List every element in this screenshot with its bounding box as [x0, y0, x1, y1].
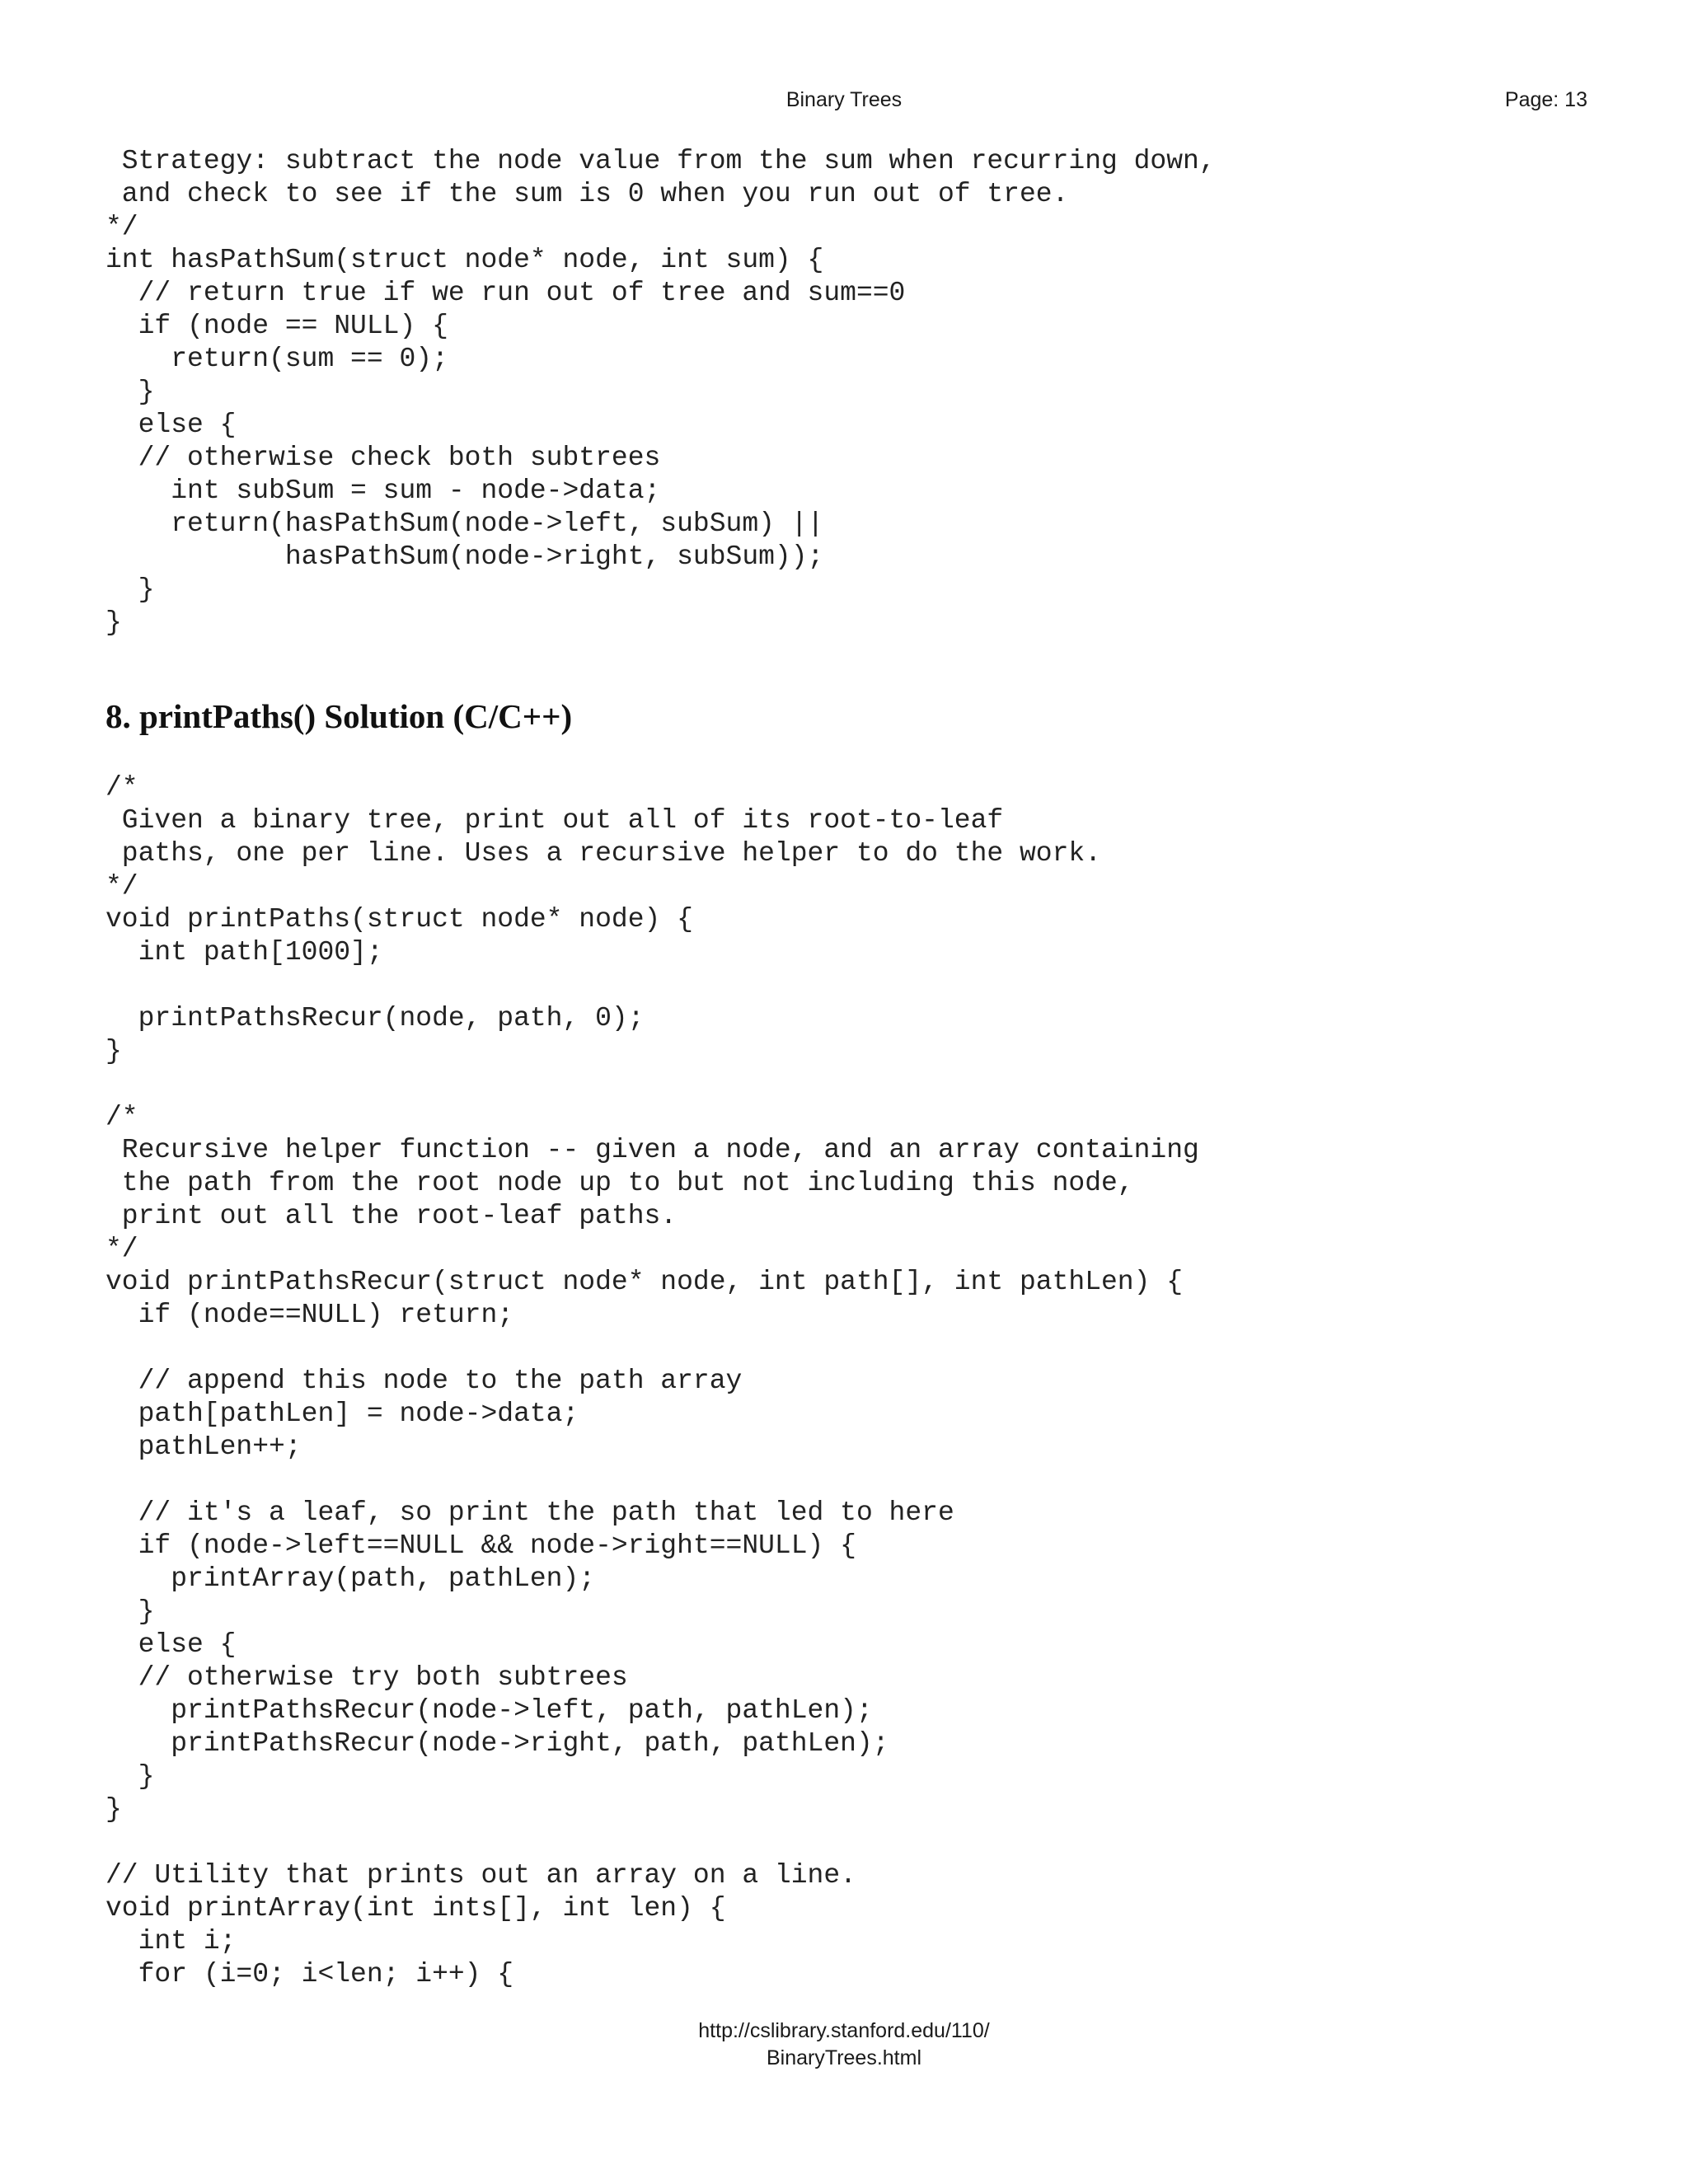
- page-number: Page: 13: [1504, 88, 1587, 111]
- code-block-print-paths: /* Given a binary tree, print out all of its root-to-leaf paths, one per line. Uses a recursive helper to do the work. */ void printPaths(struct node* node) { int path[1000]; printPathsRecur(node, path, 0); } /* Recursive helper function -- given a node, and an array containing the path from the root node up to but not including this node, print out all the root-leaf paths. */ void printPathsRecur(struct node* node, int path[], int pathLen) { if (node==NULL) return; // append this node to the path array path[pathLen] = node->data; pathLen++; // it's a leaf, so print the path that led to here if (node->left==NULL && node->right==NULL) { printArray(path, pathLen); } else { // otherwise try both subtrees printPathsRecur(node->left, path, pathLen); printPathsRecur(node->right, path, pathLen); } } // Utility that prints out an array on a line. void printArray(int ints[], int len) { int i; for (i=0; i<len; i++) {: [106, 772, 1199, 1990]
- page-header-title: Binary Trees: [785, 88, 903, 111]
- code-block-has-path-sum: Strategy: subtract the node value from the sum when recurring down, and check to see if the sum is 0 when you run out of tree. */ int hasPathSum(struct node* node, int sum) { // return true if we run out of tree and sum==0 if (node == NULL) { return(sum == 0); } else { // otherwise check both subtrees int subSum = sum - node->data; return(hasPathSum(node->left, subSum) || hasPathSum(node->right, subSum)); } }: [106, 146, 1216, 638]
- page-footer: [0, 2018, 1688, 2072]
- footer-url-line-1: http://cslibrary.stanford.edu/110/: [698, 2019, 990, 2042]
- footer-url-line-2: BinaryTrees.html: [766, 2046, 921, 2069]
- section-heading: 8. printPaths() Solution (C/C++): [106, 697, 573, 735]
